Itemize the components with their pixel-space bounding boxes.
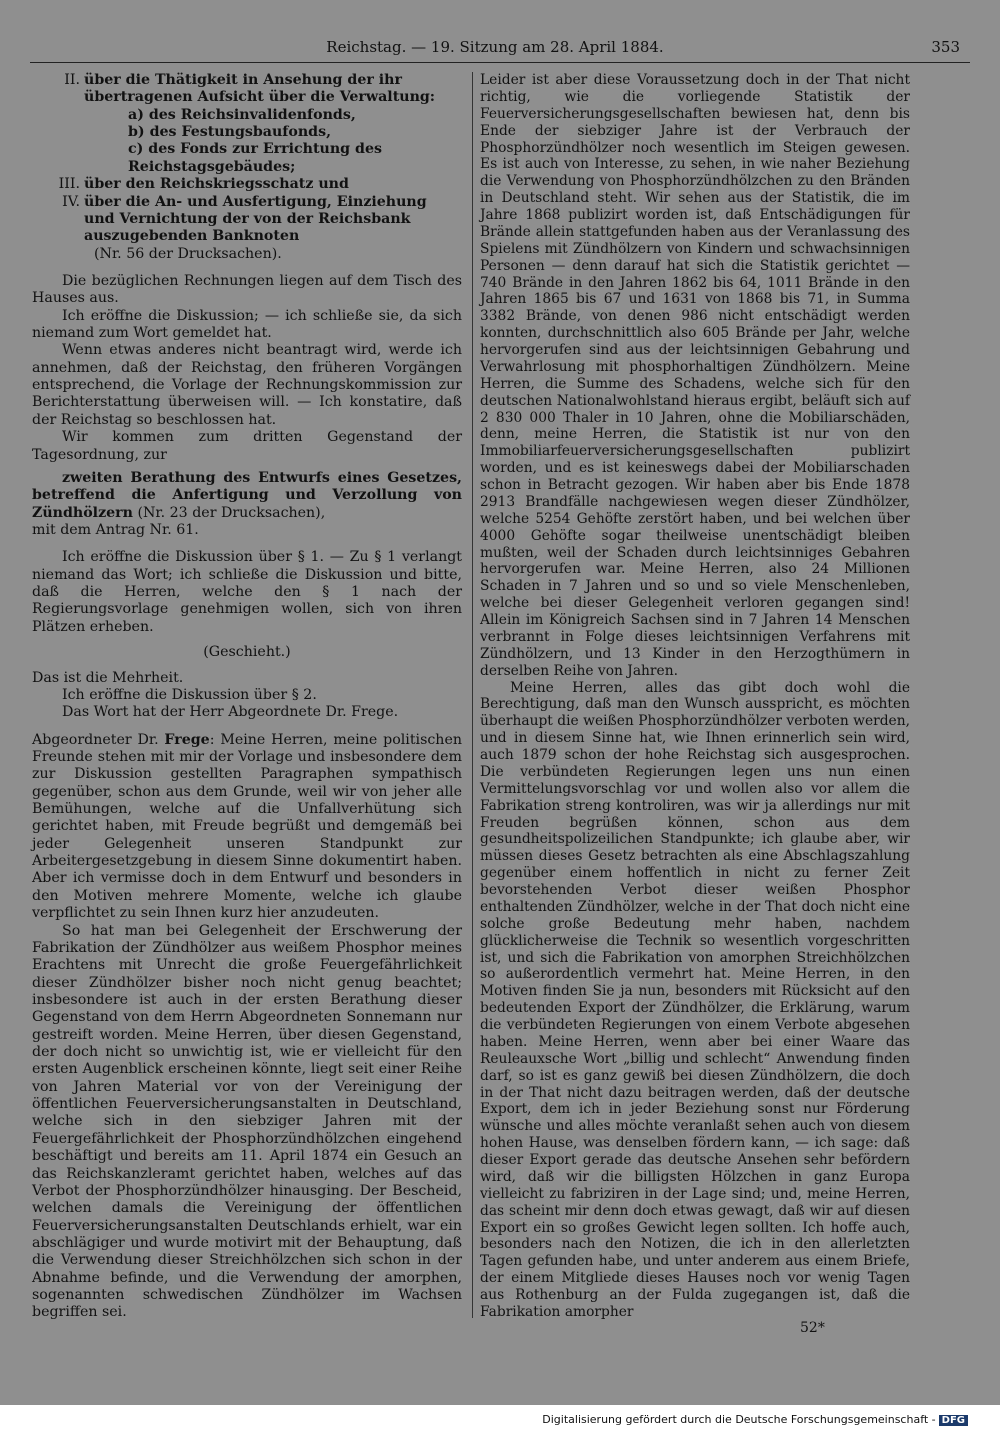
- agenda-ref: (Nr. 56 der Drucksachen).: [94, 245, 282, 262]
- agenda-sub-a: a) des Reichsinvalidenfonds,: [128, 106, 356, 123]
- agenda-num: IV.: [62, 193, 80, 210]
- agenda-num: III.: [58, 176, 80, 193]
- speaker-prefix: Abgeordneter Dr.: [32, 731, 165, 748]
- paragraph: Wir kommen zum dritten Gegenstand der Tagesordnung, zur: [32, 429, 462, 463]
- paragraph: Das ist die Mehrheit.: [32, 669, 184, 686]
- topic-title: zweiten Berathung des Entwurfs eines Gesetzes, betreffend die Anfertigung und Verzollung von Zündhölzern: [32, 469, 462, 521]
- agenda-text: über die Thätigkeit in Ansehung der ihr übertragenen Aufsicht über die Verwaltung:: [84, 72, 436, 106]
- paragraph: Das Wort hat der Herr Abgeordnete Dr. Frege.: [62, 704, 399, 721]
- agenda-item-iii: [58, 176, 462, 193]
- paragraph: mit dem Antrag Nr. 61.: [32, 521, 199, 538]
- agenda-sub-c: c) des Fonds zur Errichtung des Reichstagsgebäudes;: [128, 141, 382, 175]
- speaker-colon: :: [209, 731, 221, 748]
- paragraph: So hat man bei Gelegenheit der Erschwerung der Fabrikation der Zündhölzer aus weißem Phosphor meines Erachtens mit Unrecht die große Feuergefährlichkeit dieser Zündhölzer bisher noch nicht genug beachtet; insbesondere ist auch in der ersten Berathung dieser Gegenstand von dem Herrn Abgeordneten Sonnemann nur gestreift worden. Meine Herren, über diesen Gegenstand, der doch nicht so unwichtig ist, wie er vielleicht für den ersten Augenblick erscheinen könnte, liegt seit einer Reihe von Jahren Material vor von der Vereinigung der öffentlichen Feuerversicherungsanstalten in Deutschland, welche sich in den siebziger Jahren mit der Feuergefährlichkeit der Phosphorzündhölzchen eingehend beschäftigt und bereits am 11. April 1874 ein Gesuch an das Reichskanzleramt gerichtet haben, welches auf das Verbot der Phosphorzündhölzer hinausging. Der Bescheid, welchen damals die Vereinigung der öffentlichen Feuerversicherungsanstalten Deutschlands erhielt, war ein abschlägiger und wurde motivirt mit der Behauptung, daß die Verwendung dieser Streichhölzchen sich schon in der Abnahme befinde, und die Verwendung der amorphen, sogenannten schwedischen Zündhölzer im Wachsen begriffen sei.: [32, 922, 462, 1321]
- topic-ref: (Nr. 23 der Drucksachen),: [132, 504, 326, 521]
- paragraph: Meine Herren, alles das gibt doch wohl die Berechtigung, daß man den Wunsch ausspricht, es möchten überhaupt die weißen Phosphorzündhölzer verboten werden, und in diesem Sinne hat, wie Ihnen erinnerlich sein wird, auch 1879 schon der hohe Reichstag sich ausgesprochen. Die verbündeten Regierungen legen uns nun einen Vermittelungsvorschlag vor und wollen also vor allem die Fabrikation streng kontroliren, was wir ja allerdings nur mit Freuden begrüßen können, schon aus dem gesundheitspolizeilichen Standpunkte; ich glaube aber, wir müssen dieses Gesetz betrachten als eine Abschlagszahlung gegenüber einem hoffentlich in nicht zu ferner Zeit bevorstehenden Verbot dieser weißen Phosphor enthaltenden Zündhölzer, welche in der That doch nicht eine solche große Bedeutung mehr haben, nachdem glücklicherweise die Technik so wesentlich vorgeschritten ist, und sich die Fabrikation von amorphen Streichhölzchen so außerordentlich vermehrt hat. Meine Herren, in den Motiven finden Sie ja nun, besonders mit Rücksicht auf den bedeutenden Export der Zündhölzer, die Erklärung, warum die verbündeten Regierungen von einem Verbote abgesehen haben. Meine Herren, wenn aber bei einer Waare das Reuleauxsche Wort „billig und schlecht“ Anwendung finden darf, so ist es ganz gewiß bei diesen Zündhölzern, die doch in der That nicht dazu beitragen werden, daß der deutsche Export, dem ich in jeder Beziehung sonst nur Förderung wünsche und alles möchte veranlaßt sehen auch von diesem hohen Hause, was denselben fördern kann, — ich sage: daß dieser Export gerade das deutsche Ansehen sehr befördern wird, daß wir die billigsten Hölzchen in ganz Europa vielleicht zu fabriziren in der Lage sind; und, meine Herren, das scheint mir denn doch etwas gewagt, daß wir auf diesen Export ein so großes Gewicht legen sollten. Ich hoffe auch, besonders nach den Notizen, die ich in den allerletzten Tagen gefunden habe, und unter anderem aus einem Briefe, der einem Mitgliede dieses Hauses noch vor wenig Tagen aus Rothenburg an der Fulda zugegangen ist, daß die Fabrikation amorpher: [480, 679, 910, 1320]
- agenda-item-iv: [62, 193, 462, 246]
- paragraph: Wenn etwas anderes nicht beantragt wird, werde ich annehmen, daß der Reichstag, den früheren Vorgängen entsprechend, die Vorlage der Rechnungskommission zur Berichterstattung überweisen will. — Ich konstatire, daß der Reichstag so beschlossen hat.: [32, 342, 462, 428]
- header-title: Reichstag. — 19. Sitzung am 28. April 1884.: [326, 38, 664, 56]
- speech-text: Meine Herren, meine politischen Freunde stehen mit mir der Vorlage und insbesondere dem zur Diskussion gestellten Paragraphen sympathisch gegenüber, schon aus dem Grunde, weil wir von jeher alle Bemühungen, welche auf die Unfallverhütung sich gerichtet haben, mit Freude begrüßt und demgemäß bei jeder Gelegenheit unseren Standpunkt zur Arbeitergesetzgebung in diesem Sinne dokumentirt haben. Aber ich vermisse doch in dem Entwurf und besonders in den Motiven mehrere Momente, welche ich glaube verpflichtet zu sein Ihnen kurz hier anzudeuten.: [32, 731, 462, 922]
- signature-mark: 52*: [800, 1320, 825, 1336]
- footer-text: Digitalisierung gefördert durch die Deutsche Forschungsgemeinschaft -: [542, 1413, 936, 1426]
- agenda-list: [58, 72, 462, 263]
- agenda-topic: [32, 470, 462, 522]
- agenda-text: über die An- und Ausfertigung, Einziehung und Vernichtung der von der Reichsbank auszugebenden Banknoten: [84, 193, 427, 245]
- column-divider: [472, 72, 473, 1318]
- stage-direction: (Geschieht.): [203, 644, 291, 661]
- right-column: [480, 72, 910, 1322]
- left-column: [32, 72, 462, 1322]
- paragraph: Ich eröffne die Diskussion über § 2.: [62, 686, 317, 703]
- paragraph: Leider ist aber diese Voraussetzung doch in der That nicht richtig, wie die vorliegende Statistik der Feuerversicherungsgesellschaften bewiesen hat, denn bis Ende der siebziger Jahre ist der Verbrauch der Phosphorzündhölzer noch wesentlich im Steigen gewesen. Es ist auch von Interesse, zu sehen, in wie naher Beziehung die Verwendung von Phosphorzündhölzchen zu den Bränden in Deutschland steht. Wir sehen aus der Statistik, die im Jahre 1868 publizirt worden ist, daß Entschädigungen für Brände allein stattgefunden haben aus der Veranlassung des Spielens mit Zündhölzern von Kindern und schwachsinnigen Personen — denn darauf hat sich die Statistik gerichtet — 740 Brände in den Jahren 1862 bis 64, 1011 Brände in den Jahren 1865 bis 67 und 1631 von 1868 bis 71, in Summa 3382 Brände, von denen 986 nicht entschädigt werden konnten, durchschnittlich also 605 Brände per Jahr, welche hervorgerufen sind aus der leichtsinnigen Gebahrung und Verwahrlosung mit phosphorhaltigen Zündhölzern. Meine Herren, die Summe des Schadens, welche sich für den deutschen Nationalwohlstand hieraus ergibt, beläuft sich auf 2 830 000 Thaler in 10 Jahren, ohne die Mobiliarschäden, denn, meine Herren, die Statistik ist nur von den Immobiliarfeuerversicherungsgesellschaften publizirt worden, und es ist keineswegs dabei der Mobiliarschaden schon in Betracht gezogen. Wir haben aber bis Ende 1878 2913 Brandfälle nachgewiesen wegen dieser Zündhölzer, welche 5254 Gehöfte zerstört haben, und bei welchen über 4000 Gehöfte sogar theilweise unentschädigt bleiben mußten, weil der Schaden durch leichtsinniges Gebahren hervorgerufen war. Meine Herren, also 24 Millionen Schaden in 7 Jahren und so und so viele Menschenleben, welche bei dieser Gelegenheit verloren gegangen sind! Allein im Königreich Sachsen sind in 7 Jahren 14 Menschen verbrannt in Folge dieses leichtsinnigen Verfahrens mit Zündhölzern, und 13 Kinder in den Herzogthümern in derselben Reihe von Jahren.: [480, 72, 910, 679]
- header-rule: [30, 62, 970, 63]
- agenda-item-ii: [64, 72, 462, 107]
- dfg-logo: DFG: [939, 1415, 968, 1426]
- digitization-footer: [542, 1413, 968, 1426]
- page-number: 353: [931, 38, 960, 56]
- paragraph: Ich eröffne die Diskussion; — ich schließe sie, da sich niemand zum Wort gemeldet hat.: [32, 307, 462, 342]
- paragraph: Die bezüglichen Rechnungen liegen auf dem Tisch des Hauses aus.: [32, 272, 462, 307]
- speech-opening: [32, 732, 462, 923]
- running-header: [30, 36, 960, 60]
- agenda-sub-b: b) des Festungsbaufonds,: [128, 124, 332, 141]
- agenda-num: II.: [64, 72, 80, 88]
- paragraph: Ich eröffne die Diskussion über § 1. — Zu § 1 verlangt niemand das Wort; ich schließe die Diskussion und bitte, daß die Herren, welche den § 1 nach der Regierungsvorlage genehmigen wollen, sich von ihren Plätzen erheben.: [32, 549, 462, 635]
- agenda-text: über den Reichskriegsschatz und: [84, 176, 349, 193]
- speaker-name: Frege: [164, 731, 210, 748]
